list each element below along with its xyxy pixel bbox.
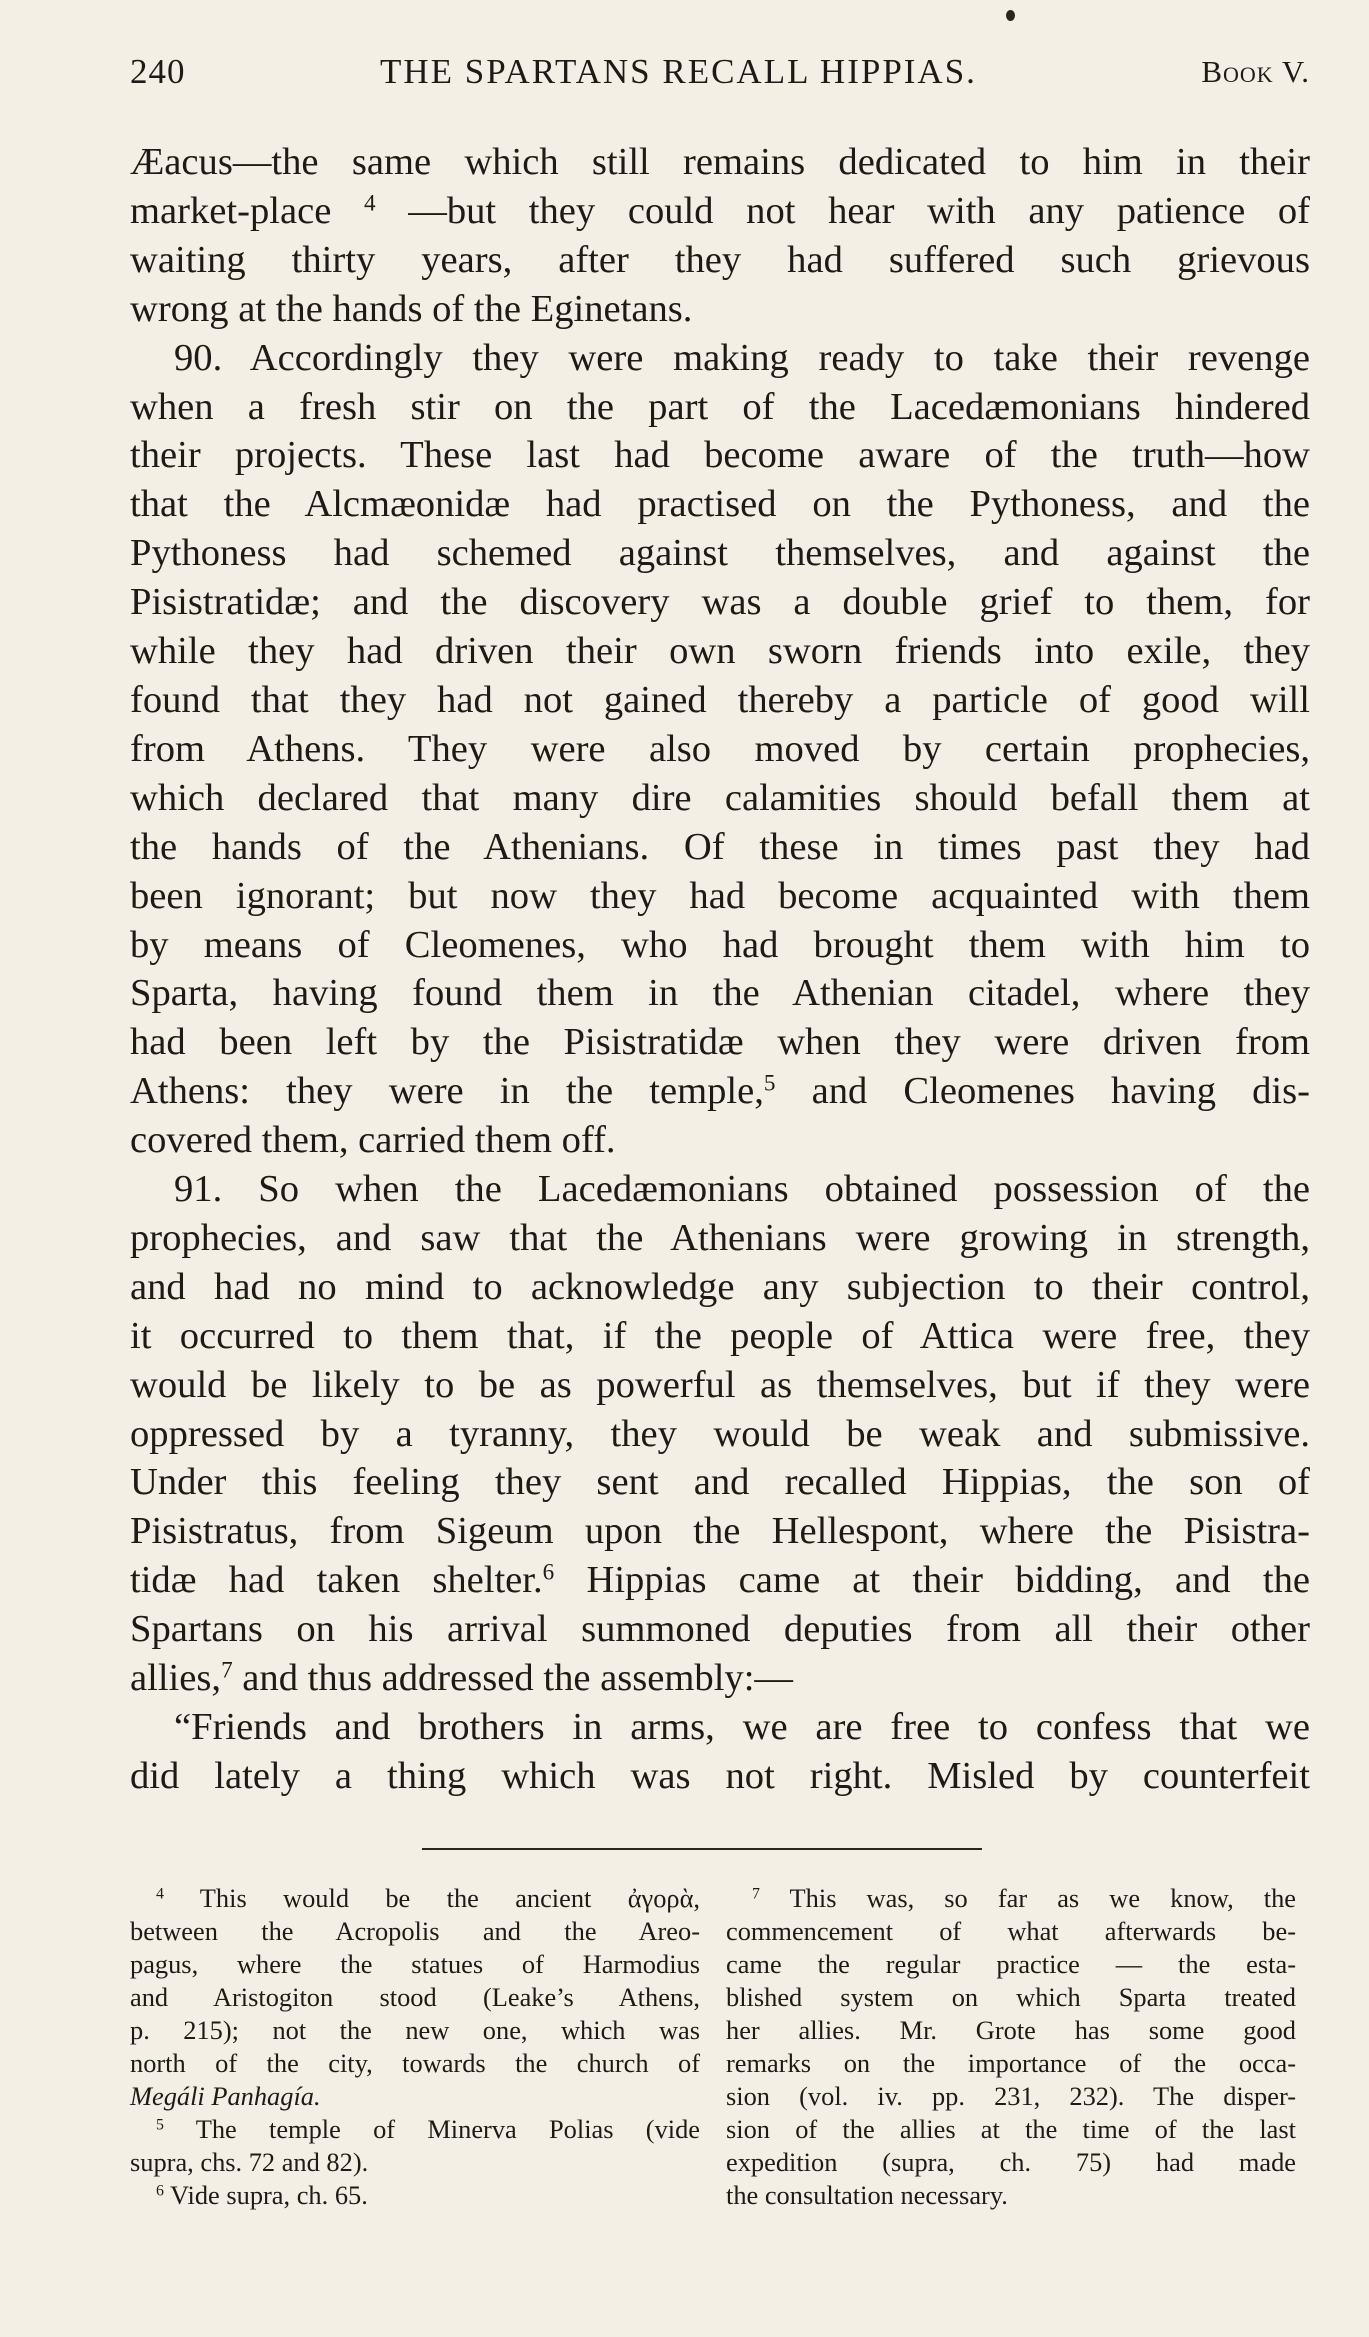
text-line: Under this feeling they sent and recalled Hippias, the son of: [130, 1461, 1310, 1504]
footnote-line: north of the city, towards the church of: [130, 2048, 700, 2078]
footnote-7: $^7$ This was, so far as we know, the: [752, 1883, 1296, 1913]
footnote-ref-6: 6: [542, 1559, 555, 1586]
footnote-line: her allies. Mr. Grote has some good: [726, 2015, 1296, 2045]
text-line: did lately a thing which was not right. Misled by counterfeit: [130, 1754, 1310, 1797]
text-line: prophecies, and saw that the Athenians were growing in strength,: [130, 1216, 1310, 1259]
footnote-4: $^4$ This would be the ancient ἀγορὰ,: [156, 1883, 701, 1913]
footnote-line: blished system on which Sparta treated: [726, 1982, 1296, 2012]
footnote-ref-7: 7: [221, 1657, 233, 1684]
footnote-line: came the regular practice — the esta-: [726, 1949, 1296, 1979]
text-line: Sparta, having found them in the Athenian citadel, where they: [130, 972, 1310, 1015]
text-line: had been left by the Pisistratidæ when they were driven from: [130, 1021, 1310, 1064]
text-line: tidæ had taken shelter.$^6$ Hippias came at their bidding, and the: [130, 1559, 1310, 1602]
footnote-mark-5: 5: [156, 2116, 164, 2134]
text-line: by means of Cleomenes, who had brought them with him to: [130, 923, 1310, 966]
ink-speck: [1006, 10, 1015, 21]
text-line: Æacus—the same which still remains dedicated to him in their: [130, 141, 1310, 183]
text-line: from Athens. They were also moved by certain prophecies,: [130, 727, 1310, 770]
footnote-line: sion of the allies at the time of the last: [726, 2114, 1296, 2144]
text-line: that the Alcmæonidæ had practised on the Pythoness, and the: [130, 483, 1310, 526]
footnote-ref-5: 5: [763, 1070, 776, 1097]
text-line: oppressed by a tyranny, they would be weak and submissive.: [130, 1412, 1310, 1455]
text-line: been ignorant; but now they had become acquainted with them: [130, 874, 1310, 917]
speech-start: “Friends and brothers in arms, we are free to confess that we: [174, 1706, 1310, 1748]
footnote-line: sion (vol. iv. pp. 231, 232). The disper-: [726, 2081, 1296, 2111]
footnote-6: $^6$ Vide supra, ch. 65.: [156, 2180, 368, 2210]
footnote-line: the consultation necessary.: [726, 2180, 1008, 2210]
text-line: covered them, carried them off.: [130, 1119, 616, 1162]
text-line: Pisistratus, from Sigeum upon the Hellespont, where the Pisistra-: [130, 1510, 1310, 1553]
text-line: while they had driven their own sworn friends into exile, they: [130, 630, 1310, 673]
text-line: would be likely to be as powerful as themselves, but if they were: [130, 1363, 1310, 1406]
footnote-line: commencement of what afterwards be-: [726, 1916, 1296, 1946]
footnote-line: pagus, where the statues of Harmodius: [130, 1949, 700, 1979]
section-91-start: 91. So when the Lacedæmonians obtained possession of the: [174, 1168, 1310, 1211]
footnotes-left-column: [130, 1882, 700, 2212]
section-90-start: 90. Accordingly they were making ready to take their revenge: [174, 336, 1310, 379]
main-text: [130, 138, 1310, 1801]
text-line: wrong at the hands of the Eginetans.: [130, 287, 693, 330]
footnotes-right-column: [726, 1882, 1296, 2212]
text-line: the hands of the Athenians. Of these in times past they had: [130, 825, 1310, 868]
running-title: THE SPARTANS RECALL HIPPIAS.: [380, 52, 977, 91]
footnote-line: expedition (supra, ch. 75) had made: [726, 2147, 1296, 2177]
running-header: [130, 52, 1310, 104]
text-line: which declared that many dire calamities should befall them at: [130, 776, 1310, 819]
text-line: Athens: they were in the temple,$^5$ and Cleomenes having dis-: [130, 1070, 1310, 1113]
book-label: Book V.: [1201, 54, 1310, 89]
text-line: Pisistratidæ; and the discovery was a double grief to them, for: [130, 581, 1310, 624]
text-line: market-place $^4$ —but they could not hear with any patience of: [130, 189, 1310, 232]
text-line: their projects. These last had become aware of the truth—how: [130, 434, 1310, 477]
footnote-5: $^5$ The temple of Minerva Polias (vide: [156, 2114, 701, 2144]
footnote-line: remarks on the importance of the occa-: [726, 2048, 1296, 2078]
footnote-line: and Aristogiton stood (Leake’s Athens,: [130, 1982, 700, 2012]
footnote-line: between the Acropolis and the Areo-: [130, 1916, 700, 1946]
footnote-line: p. 215); not the new one, which was: [130, 2015, 700, 2045]
footnote-mark-6: 6: [156, 2182, 164, 2200]
footnote-ref-4: 4: [364, 190, 376, 217]
text-line: when a fresh stir on the part of the Lacedæmonians hindered: [130, 385, 1310, 428]
page-number: 240: [130, 52, 186, 91]
text-line: it occurred to them that, if the people of Attica were free, they: [130, 1314, 1310, 1357]
footnote-mark-7: 7: [752, 1885, 760, 1903]
footnote-line: Megáli Panhagía.: [130, 2081, 321, 2111]
footnote-mark-4: 4: [156, 1885, 164, 1903]
footnote-line: supra, chs. 72 and 82).: [130, 2147, 369, 2177]
text-line: found that they had not gained thereby a particle of good will: [130, 678, 1310, 721]
footnote-divider: [422, 1848, 982, 1850]
text-line: waiting thirty years, after they had suffered such grievous: [130, 238, 1310, 281]
text-line: Pythoness had schemed against themselves, and against the: [130, 532, 1310, 575]
text-line: Spartans on his arrival summoned deputies from all their other: [130, 1608, 1310, 1651]
text-line: and had no mind to acknowledge any subjection to their control,: [130, 1265, 1310, 1308]
text-line: allies,$^7$ and thus addressed the assembly:—: [130, 1657, 793, 1700]
